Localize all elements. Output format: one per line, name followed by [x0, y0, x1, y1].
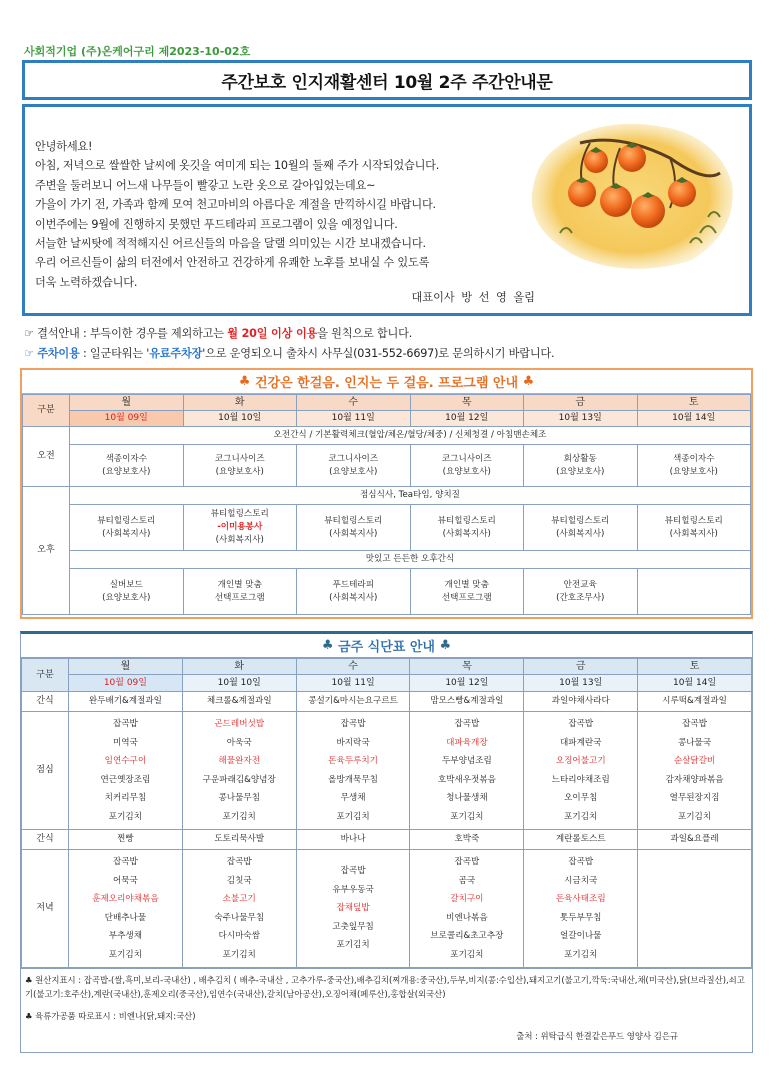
program-name: 색종이자수	[105, 453, 147, 464]
menu-item: 단배추나물	[104, 912, 147, 923]
day-header: 토	[638, 659, 752, 675]
lunch-cell	[638, 712, 752, 830]
day-header: 금	[524, 659, 638, 675]
letter-line: 우리 어르신들이 삶의 터전에서 안전하고 건강하게 유쾌한 노후를 보내실 수 있도록	[35, 256, 430, 270]
morning-snack-cell: 맘모스빵&계절과일	[410, 692, 524, 712]
menu-item: 톳두부무침	[559, 912, 602, 923]
program-staff: 선택프로그램	[214, 592, 265, 603]
morning-common-routine: 오전간식 / 기본활력체크(혈압/체온/혈당/체중) / 신체청결 / 아침맨손체조	[70, 427, 751, 445]
day-header: 수	[297, 395, 411, 411]
meat-note: ♣ 육류가공품 따로표시 : 비엔나(닭,돼지:국산)	[25, 1011, 196, 1021]
menu-item: 해물완자전	[218, 756, 260, 766]
menu-item: 콩나물국	[677, 737, 712, 748]
menu-title: 금주 식단표 안내	[338, 640, 435, 655]
late-program-cell	[183, 569, 297, 615]
day-header: 토	[637, 395, 751, 411]
program-staff: (사회복지사)	[329, 528, 378, 539]
absence-suffix: 을 원칙으로 합니다.	[317, 327, 413, 340]
menu-item: 잡곡밥	[682, 719, 708, 729]
afternoon-snack-cell: 과일&요플레	[638, 830, 752, 850]
morning-program-cell	[524, 445, 638, 487]
program-highlight: -이미용봉사	[217, 522, 263, 532]
menu-item: 돈육두루치기	[328, 756, 378, 766]
late-program-cell	[524, 569, 638, 615]
program-staff: (요양보호사)	[556, 466, 605, 477]
letter-line: 주변을 둘러보니 어느새 나무들이 빨갛고 노란 옷으로 갈아입었는데요~	[35, 178, 376, 192]
menu-item: 곰국	[458, 875, 476, 886]
lunch-cell	[182, 712, 296, 830]
menu-item: 잡곡밥	[112, 719, 138, 729]
menu-item: 호박새우젓볶음	[437, 774, 496, 785]
dinner-cell	[410, 850, 524, 968]
menu-item: 갈치구이	[450, 894, 484, 904]
day-header: 목	[410, 395, 524, 411]
late-program-cell	[297, 569, 411, 615]
lunch-label: 점심	[22, 712, 69, 830]
day-header: 수	[296, 659, 410, 675]
division-header: 구분	[22, 659, 69, 692]
dinner-cell-empty	[638, 850, 752, 968]
page-title: 주간보호 인지재활센터 10월 2주 주간안내문	[221, 72, 553, 93]
date-header-today: 10월 09일	[70, 411, 184, 427]
pointing-hand-icon: ☞	[24, 347, 38, 360]
program-title: 건강은 한걸음. 인지는 두 걸음. 프로그램 안내	[254, 376, 519, 391]
program-staff: (요양보호사)	[102, 592, 151, 603]
day-header: 금	[524, 395, 638, 411]
afternoon-snack-cell: 계란롤토스트	[524, 830, 638, 850]
day-header: 월	[69, 659, 183, 675]
program-name: 뷰티힐링스토리	[210, 509, 269, 519]
letter-line: 서늘한 날씨탓에 적적해지신 어르신들의 마음을 달랠 의미있는 시간 보내겠습니다.	[35, 237, 426, 251]
date-header: 10월 14일	[637, 411, 751, 427]
menu-item: 포기김치	[564, 811, 598, 822]
date-header: 10월 11일	[296, 675, 410, 692]
menu-item: 포기김치	[564, 949, 598, 960]
menu-item: 구운파래김&양념장	[202, 774, 276, 785]
afternoon-program-cell	[297, 505, 411, 551]
program-name: 푸드테라피	[332, 579, 374, 590]
afternoon-program-cell	[410, 505, 524, 551]
snack-common-routine: 맛있고 든든한 오후간식	[70, 551, 751, 569]
menu-item: 잡곡밥	[340, 719, 366, 729]
program-staff: (사회복지사)	[669, 528, 718, 539]
program-staff: (간호조무사)	[556, 592, 605, 603]
late-program-cell	[70, 569, 184, 615]
parking-notice	[24, 345, 554, 361]
program-staff: 선택프로그램	[441, 592, 492, 603]
menu-item: 포기김치	[450, 811, 484, 822]
menu-item: 잡곡밥	[454, 719, 480, 729]
day-header: 월	[70, 395, 184, 411]
menu-item: 바지락국	[336, 737, 370, 748]
letter-signature: 대표이사 방 선 영 올림	[411, 291, 535, 304]
menu-item: 포기김치	[108, 949, 143, 960]
menu-item: 곤드레버섯밥	[214, 719, 265, 729]
menu-item: 소불고기	[222, 894, 256, 904]
morning-label: 오전	[23, 427, 70, 487]
afternoon-snack-cell: 찐빵	[69, 830, 183, 850]
lunch-common-routine: 점심식사, Tea타임, 양치질	[70, 487, 751, 505]
morning-snack-cell: 시루떡&계절과일	[638, 692, 752, 712]
snack-label: 간식	[22, 830, 69, 850]
menu-item: 포기김치	[222, 949, 256, 960]
program-name: 뷰티힐링스토리	[551, 515, 610, 526]
menu-item: 훈제오리야채볶음	[92, 894, 159, 904]
date-header: 10월 12일	[410, 411, 524, 427]
menu-item: 브로콜리&초고추장	[430, 931, 504, 941]
late-program-cell	[410, 569, 524, 615]
letter-line: 더욱 노력하겠습니다.	[35, 275, 138, 289]
afternoon-program-cell	[183, 505, 297, 551]
menu-item: 어묵국	[112, 875, 138, 886]
menu-item: 포기김치	[336, 940, 370, 951]
menu-item: 잡곡밥	[568, 857, 594, 867]
program-name: 개인별 맞춤	[444, 579, 489, 590]
menu-item: 포기김치	[336, 811, 370, 822]
program-staff: (요양보호사)	[442, 466, 491, 477]
day-header: 목	[410, 659, 524, 675]
title-box	[22, 60, 752, 100]
menu-item: 대파육개장	[446, 737, 488, 748]
program-name: 개인별 맞춤	[217, 579, 262, 590]
absence-notice-text: ☞ 결석안내 : 부득이한 경우를 제외하고는	[24, 327, 228, 340]
late-program-cell-empty	[637, 569, 751, 615]
lunch-cell	[524, 712, 638, 830]
menu-item: 오이무침	[564, 793, 598, 803]
parking-highlight: 유료주차장	[149, 347, 203, 360]
menu-item: 무생채	[340, 793, 366, 803]
morning-program-cell	[297, 445, 411, 487]
date-header-today: 10월 09일	[69, 675, 183, 692]
program-name: 뷰티힐링스토리	[437, 515, 496, 526]
menu-item: 대파계란국	[559, 737, 602, 748]
program-staff: (요양보호사)	[102, 466, 151, 477]
club-icon: ♣	[522, 374, 535, 389]
menu-item: 숙주나물무침	[214, 912, 265, 923]
parking-prefix: : 일군타워는 '	[79, 347, 150, 360]
program-name: 코그니사이즈	[214, 453, 265, 464]
menu-item: 순살닭갈비	[673, 756, 716, 766]
letter-line: 아침, 저녁으로 쌀쌀한 날씨에 옷깃을 여미게 되는 10월의 둘째 주가 시작되었습니다.	[35, 159, 440, 173]
menu-item: 미역국	[112, 737, 138, 748]
morning-snack-cell: 콩설기&마시는요구르트	[296, 692, 410, 712]
menu-item: 느타리야채조림	[551, 774, 610, 785]
program-name: 뷰티힐링스토리	[97, 515, 156, 526]
snack-label: 간식	[22, 692, 69, 712]
program-staff: (사회복지사)	[102, 528, 151, 539]
menu-footer	[21, 968, 752, 1047]
menu-item: 열무된장지짐	[669, 793, 720, 803]
menu-item: 잡곡밥	[112, 857, 138, 867]
dinner-cell	[524, 850, 638, 968]
program-staff: (요양보호사)	[329, 466, 378, 477]
date-header: 10월 13일	[524, 675, 638, 692]
menu-item: 다시마숙쌈	[218, 931, 260, 941]
program-staff: (요양보호사)	[215, 466, 264, 477]
program-table	[22, 394, 751, 615]
menu-item: 고춧잎무침	[332, 921, 374, 932]
menu-item: 연근옛장조림	[100, 774, 151, 785]
menu-item: 포기김치	[677, 811, 712, 822]
club-icon: ♣	[238, 374, 251, 389]
afternoon-program-cell	[524, 505, 638, 551]
program-name: 실버보드	[109, 579, 143, 590]
letter-line: 이번주에는 9월에 진행하지 못했던 푸드테라피 프로그램이 있을 예정입니다.	[35, 217, 398, 231]
afternoon-program-cell	[637, 505, 751, 551]
morning-snack-cell: 체크롤&계절과일	[182, 692, 296, 712]
morning-program-cell	[410, 445, 524, 487]
persimmon-illustration	[520, 113, 742, 277]
menu-item: 김칫국	[226, 875, 252, 886]
program-name: 코그니사이즈	[328, 453, 379, 464]
menu-title-bar	[21, 634, 752, 658]
morning-program-cell	[70, 445, 184, 487]
dinner-cell	[296, 850, 410, 968]
dinner-cell	[69, 850, 183, 968]
afternoon-snack-cell: 바나나	[296, 830, 410, 850]
letter-line: 가을이 가기 전, 가족과 함께 모여 천고마비의 아름다운 계절을 만끽하시길 바랍니다.	[35, 198, 436, 212]
date-header: 10월 13일	[524, 411, 638, 427]
club-icon: ♣	[321, 638, 334, 653]
menu-item: 돈육사태조림	[555, 894, 606, 904]
menu-item: 잡곡밥	[568, 719, 594, 729]
parking-suffix: '으로 운영되오니 출차시 사무실(031-552-6697)로 문의하시기 바랍니다.	[202, 347, 555, 360]
menu-credit: 출처 : 위탁급식 한결같은푸드 영양사 김은규	[516, 1031, 678, 1041]
menu-item: 포기김치	[450, 949, 484, 960]
dinner-label: 저녁	[22, 850, 69, 968]
menu-item: 잡곡밥	[454, 857, 480, 867]
morning-snack-cell: 완두배기&계절과일	[69, 692, 183, 712]
program-staff: (요양보호사)	[669, 466, 718, 477]
day-header: 화	[183, 395, 297, 411]
program-staff: (사회복지사)	[329, 592, 378, 603]
parking-label: 주차이용	[37, 347, 80, 360]
menu-item: 얼갈이나물	[559, 931, 602, 941]
afternoon-snack-cell: 도토리묵사발	[182, 830, 296, 850]
morning-program-cell	[637, 445, 751, 487]
program-name: 뷰티힐링스토리	[324, 515, 383, 526]
menu-item: 부추생채	[108, 931, 143, 941]
program-staff: (사회복지사)	[442, 528, 491, 539]
menu-item: 아욱국	[226, 737, 252, 748]
afternoon-program-cell	[70, 505, 184, 551]
menu-item: 감자채양파볶음	[665, 774, 724, 785]
menu-item: 올방개묵무침	[328, 774, 378, 785]
menu-item: 잡곡밥	[340, 866, 366, 877]
weekly-menu	[20, 631, 753, 1053]
program-name: 코그니사이즈	[441, 453, 492, 464]
menu-item: 시금치국	[564, 875, 598, 886]
menu-item: 청나물생채	[446, 793, 488, 803]
dinner-cell	[182, 850, 296, 968]
menu-item: 오징어불고기	[555, 756, 606, 766]
lunch-cell	[410, 712, 524, 830]
menu-item: 콩나물무침	[218, 793, 260, 803]
organization-line: 사회적기업 (주)온케어구리 제2023-10-02호	[24, 45, 251, 58]
menu-item: 두부양념조림	[441, 756, 492, 766]
date-header: 10월 11일	[297, 411, 411, 427]
origin-note: ♣ 원산지표시 : 잡곡밥-(쌀,흑미,보리-국내산) , 배추김치 ( 배추-국내산 , 고추가루-중국산),배추김치(찌개용:중국산),두부,비지(콩:수입산),돼지고기(불고기,깍둑:국내산,채(미국산),닭(브라질산),쇠고기(불고기:호주산),계란(국내산),훈제오리(중국산),임연수(국내산),갈치(남아공산),오징어채(페루산),홍합살(외국산)	[25, 975, 745, 999]
program-name: 색종이자수	[672, 453, 715, 464]
menu-item: 포기김치	[108, 811, 143, 822]
program-title-bar	[22, 370, 751, 394]
program-schedule	[20, 368, 753, 619]
menu-item: 치커리무침	[104, 793, 147, 803]
menu-item: 포기김치	[222, 811, 256, 822]
absence-notice	[24, 325, 412, 341]
program-staff: (사회복지사)	[556, 528, 605, 539]
menu-item: 임연수구이	[104, 756, 147, 766]
menu-item: 잡채덮밥	[336, 903, 370, 914]
afternoon-label: 오후	[23, 487, 70, 615]
program-name: 회상활동	[563, 453, 597, 464]
day-header: 화	[182, 659, 296, 675]
morning-program-cell	[183, 445, 297, 487]
letter-body	[35, 137, 439, 292]
lunch-cell	[296, 712, 410, 830]
program-name: 안전교육	[563, 579, 597, 590]
program-name: 뷰티힐링스토리	[664, 515, 723, 526]
letter-line: 안녕하세요!	[35, 140, 93, 153]
menu-item: 잡곡밥	[226, 857, 252, 867]
date-header: 10월 10일	[183, 411, 297, 427]
program-staff: (사회복지사)	[215, 535, 264, 545]
club-icon: ♣	[439, 638, 452, 653]
morning-snack-cell: 과일야채사라다	[524, 692, 638, 712]
date-header: 10월 10일	[182, 675, 296, 692]
afternoon-snack-cell: 호박죽	[410, 830, 524, 850]
menu-item: 유부우동국	[332, 884, 374, 895]
date-header: 10월 12일	[410, 675, 524, 692]
absence-highlight: 월 20일 이상 이용	[227, 327, 318, 340]
division-header: 구분	[23, 395, 70, 427]
date-header: 10월 14일	[638, 675, 752, 692]
menu-table	[21, 658, 752, 968]
menu-item: 비엔나볶음	[446, 912, 488, 923]
lunch-cell	[69, 712, 183, 830]
